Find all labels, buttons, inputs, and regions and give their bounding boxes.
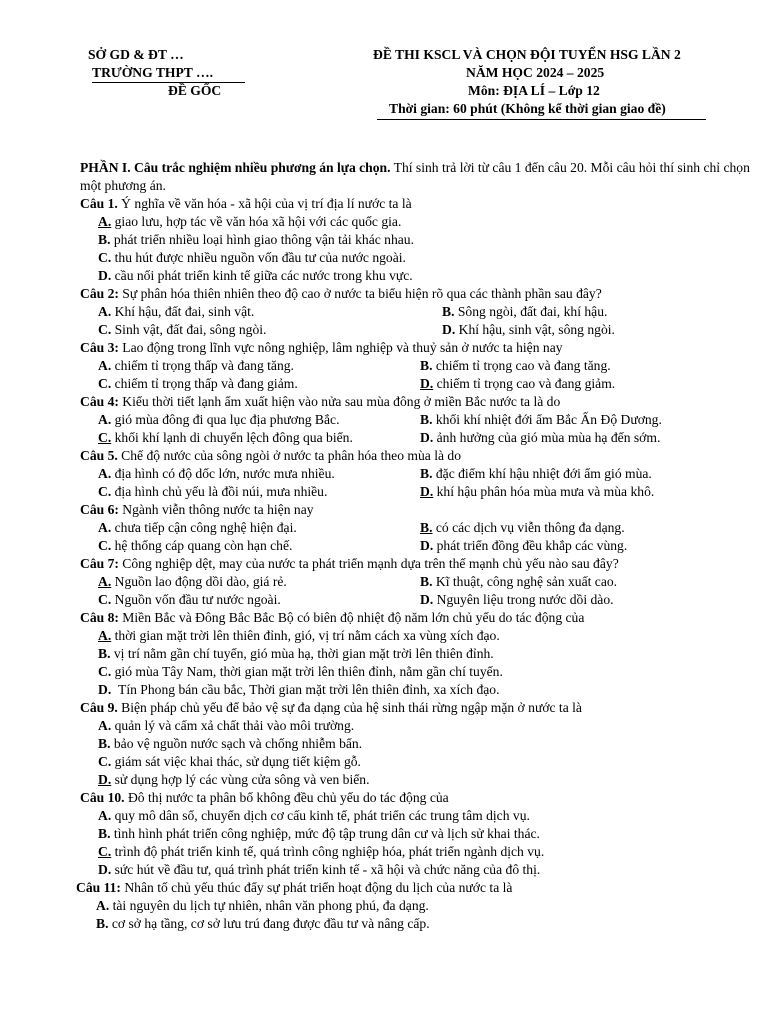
option-letter: A. [98,304,112,319]
option-b[interactable] [80,645,750,663]
option-letter: B. [420,412,433,427]
option-letter: D. [98,772,112,787]
option-letter: A. [98,412,112,427]
question-text: Chế độ nước của sông ngòi ở nước ta phân hóa theo mùa là do [117,448,461,463]
option-text: chiếm tỉ trọng thấp và đang tăng. [114,358,294,373]
option-letter: C. [98,250,112,265]
option-b[interactable] [420,573,617,591]
option-d[interactable] [80,267,750,285]
option-text: có các dịch vụ viễn thông đa dạng. [435,520,625,535]
option-letter: B. [442,304,455,319]
option-text: chiếm tỉ trọng cao và đang giảm. [436,376,616,391]
option-text: khí hậu phân hóa mùa mưa và mùa khô. [436,484,655,499]
option-text: phát triển nhiều loại hình giao thông vận tải khác nhau. [113,232,414,247]
question-8 [80,609,750,699]
option-text: sử dụng hợp lý các vùng cửa sông và ven biển. [114,772,370,787]
option-a[interactable] [76,897,750,915]
question-stem [80,789,750,807]
question-label: Câu 7: [80,556,119,571]
option-a[interactable] [98,465,420,483]
option-letter: D. [420,430,434,445]
option-c[interactable] [98,483,420,501]
option-row [80,375,750,393]
question-text: Miền Bắc và Đông Bắc Bắc Bộ có biên độ nhiệt độ năm lớn chủ yếu do tác động của [118,610,585,625]
option-b[interactable] [420,465,652,483]
option-letter: A. [98,574,112,589]
option-a[interactable] [98,519,420,537]
part-instructions [80,159,750,195]
question-stem [80,609,750,627]
option-row [80,483,750,501]
exam-header [0,46,768,126]
option-c[interactable] [98,429,420,447]
option-a[interactable] [98,411,420,429]
question-stem [80,285,750,303]
option-text: chiếm tỉ trọng cao và đang tăng. [435,358,611,373]
option-letter: A. [96,898,110,913]
option-b[interactable] [80,825,750,843]
option-c[interactable] [80,843,750,861]
time-limit: Thời gian: 60 phút (Không kể thời gian giao đề) [389,101,666,116]
option-text: quản lý và cấm xả chất thải vào môi trường. [114,718,355,733]
option-letter: A. [98,466,112,481]
option-letter: C. [98,592,112,607]
option-b[interactable] [420,519,625,537]
question-text: Ý nghĩa về văn hóa - xã hội của vị trí địa lí nước ta là [117,196,412,211]
question-stem [76,879,750,897]
question-label: Câu 6: [80,502,119,517]
option-letter: C. [98,322,112,337]
question-stem [80,555,750,573]
option-text: Khí hậu, sinh vật, sông ngòi. [458,322,615,337]
option-letter: A. [98,214,112,229]
question-text: Đô thị nước ta phân bố không đều chủ yếu do tác động của [124,790,449,805]
option-letter: C. [98,484,112,499]
option-a[interactable] [98,303,442,321]
option-row [80,429,750,447]
option-row [80,303,750,321]
question-3 [80,339,750,393]
option-letter: B. [98,232,111,247]
question-5 [80,447,750,501]
option-b[interactable] [442,303,607,321]
option-text: vị trí nằm gần chí tuyến, gió mùa hạ, thời gian mặt trời lên thiên đỉnh. [113,646,494,661]
option-letter: D. [420,376,434,391]
question-label: Câu 4: [80,394,119,409]
question-11 [76,879,750,933]
option-letter: B. [98,826,111,841]
option-d[interactable] [80,681,750,699]
question-stem [80,447,750,465]
question-label: Câu 5. [80,448,118,463]
option-text: Khí hậu, đất đai, sinh vật. [114,304,255,319]
option-text: chưa tiếp cận công nghệ hiện đại. [114,520,297,535]
option-letter: B. [96,916,109,931]
option-text: trình độ phát triển kinh tế, quá trình công nghiệp hóa, phát triển ngành dịch vụ. [114,844,545,859]
option-b[interactable] [420,411,662,429]
option-letter: C. [98,844,112,859]
option-a[interactable] [80,717,750,735]
question-7 [80,555,750,609]
question-list [76,195,750,933]
question-label: Câu 8: [80,610,119,625]
option-letter: C. [98,664,112,679]
option-text: thời gian mặt trời lên thiên đỉnh, gió, vị trí nằm cách xa vùng xích đạo. [114,628,500,643]
question-label: Câu 2: [80,286,119,301]
option-a[interactable] [80,807,750,825]
option-text: địa hình chủ yếu là đồi núi, mưa nhiều. [114,484,328,499]
option-letter: A. [98,718,112,733]
option-letter: D. [98,682,112,697]
option-text: thu hút được nhiều nguồn vốn đầu tư của nước ngoài. [114,250,406,265]
option-letter: D. [420,538,434,553]
question-text: Lao động trong lĩnh vực nông nghiệp, lâm nghiệp và thuỷ sản ở nước ta hiện nay [118,340,563,355]
option-letter: C. [98,376,112,391]
option-row [80,357,750,375]
option-letter: D. [442,322,456,337]
option-row [80,519,750,537]
part-label: PHẦN I. Câu trắc nghiệm nhiều phương án lựa chọn. [80,160,391,175]
question-stem [80,195,750,213]
question-label: Câu 9. [80,700,118,715]
option-text: Kĩ thuật, công nghệ sản xuất cao. [435,574,618,589]
option-row [80,321,750,339]
option-row [80,591,750,609]
option-text: ảnh hưởng của gió mùa mùa hạ đến sớm. [436,430,661,445]
option-text: cầu nối phát triển kinh tế giữa các nước trong khu vực. [114,268,413,283]
question-text: Ngành viễn thông nước ta hiện nay [118,502,314,517]
option-text: đặc điểm khí hậu nhiệt đới ẩm gió mùa. [435,466,652,481]
question-stem [80,393,750,411]
option-c[interactable] [98,537,420,555]
option-letter: D. [420,484,434,499]
option-text: phát triển đồng đều khắp các vùng. [436,538,628,553]
question-10 [80,789,750,879]
option-b[interactable] [76,915,750,933]
option-text: cơ sở hạ tầng, cơ sở lưu trú đang được đầu tư và nâng cấp. [111,916,430,931]
option-c[interactable] [80,249,750,267]
option-row [80,465,750,483]
option-row [80,411,750,429]
question-text: Biện pháp chủ yếu để bảo vệ sự đa dạng của hệ sinh thái rừng ngập mặn ở nước ta là [117,700,582,715]
option-c[interactable] [98,375,420,393]
option-text: Tín Phong bán cầu bắc, Thời gian mặt trời lên thiên đỉnh, xa xích đạo. [118,682,500,697]
option-letter: B. [98,736,111,751]
option-a[interactable] [98,573,420,591]
exam-title: ĐỀ THI KSCL VÀ CHỌN ĐỘI TUYỂN HSG LẦN 2 [373,47,681,62]
option-letter: A. [98,358,112,373]
option-d[interactable] [442,321,615,339]
option-letter: C. [98,538,112,553]
option-letter: D. [98,862,112,877]
option-d[interactable] [80,861,750,879]
option-d[interactable] [420,429,660,447]
option-a[interactable] [80,213,750,231]
option-letter: D. [98,268,112,283]
title-underline [377,119,706,120]
option-c[interactable] [80,663,750,681]
option-text: chiếm tỉ trọng thấp và đang giảm. [114,376,298,391]
option-letter: C. [98,754,112,769]
option-letter: B. [420,358,433,373]
option-a[interactable] [98,357,420,375]
option-text: địa hình có độ dốc lớn, nước mưa nhiều. [114,466,335,481]
option-b[interactable] [80,231,750,249]
school-name: TRƯỜNG THPT …. [92,65,213,80]
question-text: Nhân tố chủ yếu thúc đẩy sự phát triển hoạt động du lịch của nước ta là [120,880,513,895]
option-text: Sông ngòi, đất đai, khí hậu. [457,304,608,319]
question-9 [80,699,750,789]
option-text: khối khí lạnh di chuyển lệch đông qua biển. [114,430,353,445]
option-text: Sinh vật, đất đai, sông ngòi. [114,322,267,337]
option-row [80,537,750,555]
option-letter: B. [98,646,111,661]
option-c[interactable] [98,591,420,609]
question-1 [80,195,750,285]
option-c[interactable] [80,753,750,771]
option-letter: D. [420,592,434,607]
question-text: Kiểu thời tiết lạnh ẩm xuất hiện vào nửa sau mùa đông ở miền Bắc nước ta là do [118,394,561,409]
option-text: Nguồn lao động dồi dào, giá rẻ. [114,574,287,589]
question-label: Câu 10. [80,790,125,805]
option-text: gió mùa đông đi qua lục địa phương Bắc. [114,412,340,427]
option-letter: B. [420,574,433,589]
question-2 [80,285,750,339]
option-text: sức hút về đầu tư, quá trình phát triển kinh tế - xã hội và chức năng của đô thị. [114,862,541,877]
option-text: tình hình phát triển công nghiệp, mức độ tập trung dân cư và lịch sử khai thác. [113,826,540,841]
option-a[interactable] [80,627,750,645]
option-letter: A. [98,520,112,535]
option-letter: B. [420,466,433,481]
school-year: NĂM HỌC 2024 – 2025 [466,65,605,80]
option-text: gió mùa Tây Nam, thời gian mặt trời lên thiên đỉnh, nằm gần chí tuyến. [114,664,503,679]
option-text: khối khí nhiệt đới ẩm Bắc Ấn Độ Dương. [435,412,662,427]
option-text: Nguyên liệu trong nước dồi dào. [436,592,614,607]
question-4 [80,393,750,447]
option-d[interactable] [420,483,654,501]
option-text: Nguồn vốn đầu tư nước ngoài. [114,592,281,607]
option-letter: B. [420,520,433,535]
exam-body [76,159,750,933]
option-b[interactable] [420,357,611,375]
part-text: Thí sinh trả lời từ câu 1 đến câu 20. Mỗi câu hỏi thí sinh chỉ chọn một phương án. [80,160,750,193]
question-stem [80,501,750,519]
question-text: Công nghiệp dệt, may của nước ta phát triển mạnh dựa trên thế mạnh chủ yếu nào sau đây? [118,556,619,571]
question-label: Câu 3: [80,340,119,355]
option-d[interactable] [420,375,615,393]
option-c[interactable] [98,321,442,339]
option-text: quy mô dân số, chuyển dịch cơ cấu kinh tế, phát triển các trung tâm dịch vụ. [114,808,530,823]
option-b[interactable] [80,735,750,753]
option-text: tài nguyên du lịch tự nhiên, nhân văn phong phú, đa dạng. [112,898,429,913]
question-label: Câu 11: [76,880,121,895]
option-row [80,573,750,591]
question-stem [80,699,750,717]
option-text: hệ thống cáp quang còn hạn chế. [114,538,293,553]
question-stem [80,339,750,357]
option-text: bảo vệ nguồn nước sạch và chống nhiễm bẩn. [113,736,363,751]
option-text: giao lưu, hợp tác về văn hóa xã hội với các quốc gia. [114,214,402,229]
question-label: Câu 1. [80,196,118,211]
option-d[interactable] [80,771,750,789]
question-text: Sự phân hóa thiên nhiên theo độ cao ở nước ta biểu hiện rõ qua các thành phần sau đây? [118,286,602,301]
option-letter: C. [98,430,112,445]
option-letter: A. [98,808,112,823]
subject-line: Môn: ĐỊA LÍ – Lớp 12 [468,83,600,98]
question-6 [80,501,750,555]
option-text: giám sát việc khai thác, sử dụng tiết kiệm gỗ. [114,754,361,769]
option-d[interactable] [420,591,614,609]
option-d[interactable] [420,537,627,555]
original-exam-label: ĐỀ GỐC [168,83,222,98]
department-name: SỞ GD & ĐT … [88,47,184,62]
option-letter: A. [98,628,112,643]
